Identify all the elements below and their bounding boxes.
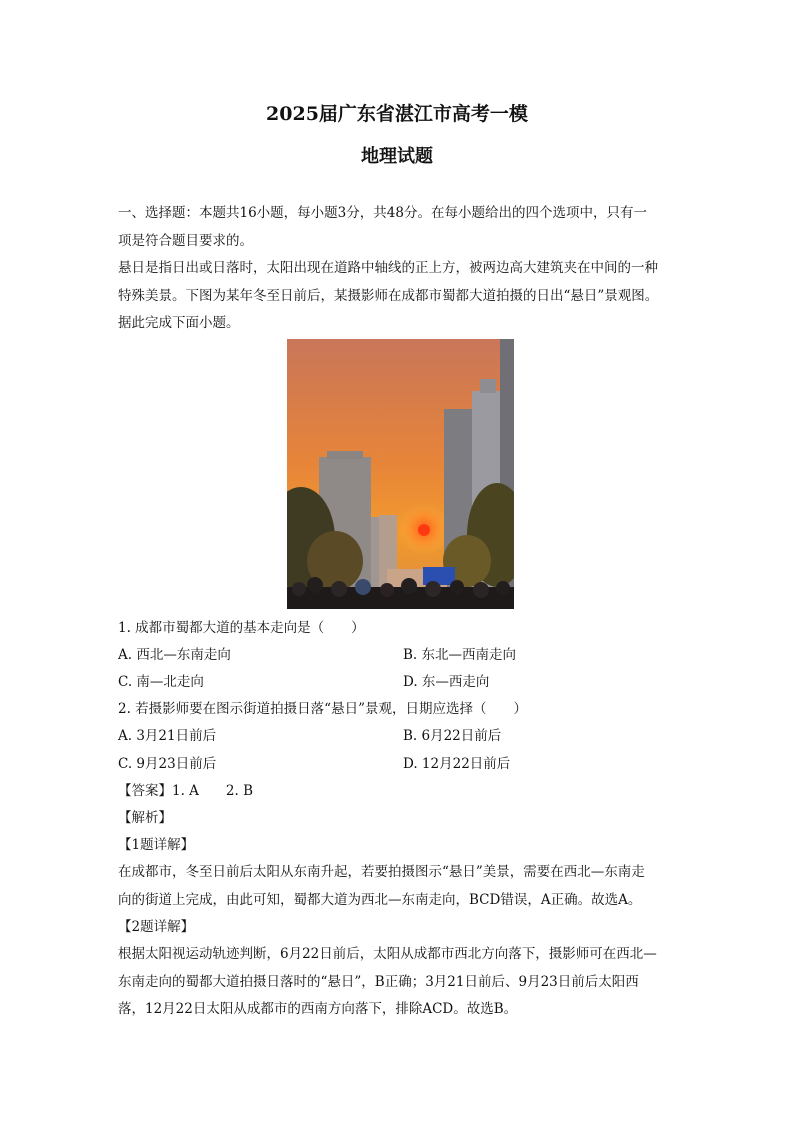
passage-line: 悬日是指日出或日落时，太阳出现在道路中轴线的正上方，被两边高大建筑夹在中间的一种 xyxy=(118,260,658,276)
answer-line: 【答案】1. A 2. B xyxy=(118,783,254,799)
question-2-option-c: C. 9月23日前后 xyxy=(118,756,217,772)
detail-2-text-line: 根据太阳视运动轨迹判断，6月22日前后，太阳从成都市西北方向落下，摄影师可在西北— xyxy=(118,946,657,962)
question-1-option-a: A. 西北—东南走向 xyxy=(118,647,231,663)
question-1-option-c: C. 南—北走向 xyxy=(118,674,204,690)
detail-2-text-line: 东南走向的蜀都大道拍摄日落时的“悬日”，B正确；3月21日前后、9月23日前后太阳西 xyxy=(118,974,639,990)
section-instruction-line: 一、选择题：本题共16小题，每小题3分，共48分。在每小题给出的四个选项中，只有一 xyxy=(118,205,647,221)
detail-1-label: 【1题详解】 xyxy=(118,837,195,853)
document-subtitle: 地理试题 xyxy=(361,146,433,167)
question-2-option-b: B. 6月22日前后 xyxy=(403,728,502,744)
question-1-option-b: B. 东北—西南走向 xyxy=(403,647,517,663)
detail-1-text-line: 在成都市，冬至日前后太阳从东南升起，若要拍摄图示“悬日”美景，需要在西北—东南走 xyxy=(118,864,645,880)
analysis-label: 【解析】 xyxy=(118,810,172,826)
section-instruction-line: 项是符合题目要求的。 xyxy=(118,233,253,249)
question-1-option-d: D. 东—西走向 xyxy=(403,674,490,690)
passage-line: 特殊美景。下图为某年冬至日前后，某摄影师在成都市蜀都大道拍摄的日出“悬日”景观图。 xyxy=(118,288,659,304)
question-2-option-a: A. 3月21日前后 xyxy=(118,728,217,744)
detail-2-label: 【2题详解】 xyxy=(118,919,195,935)
question-1-stem: 1. 成都市蜀都大道的基本走向是（ ） xyxy=(118,620,365,636)
question-2-stem: 2. 若摄影师要在图示街道拍摄日落“悬日”景观，日期应选择（ ） xyxy=(118,701,527,717)
document-title: 2025届广东省湛江市高考一模 xyxy=(266,103,528,125)
detail-2-text-line: 落，12月22日太阳从成都市的西南方向落下，排除ACD。故选B。 xyxy=(118,1001,518,1017)
detail-1-text-line: 向的街道上完成，由此可知，蜀都大道为西北—东南走向，BCD错误，A正确。故选A。 xyxy=(118,892,642,908)
sunrise-street-photo xyxy=(287,339,514,609)
question-2-option-d: D. 12月22日前后 xyxy=(403,756,511,772)
passage-line: 据此完成下面小题。 xyxy=(118,315,240,331)
